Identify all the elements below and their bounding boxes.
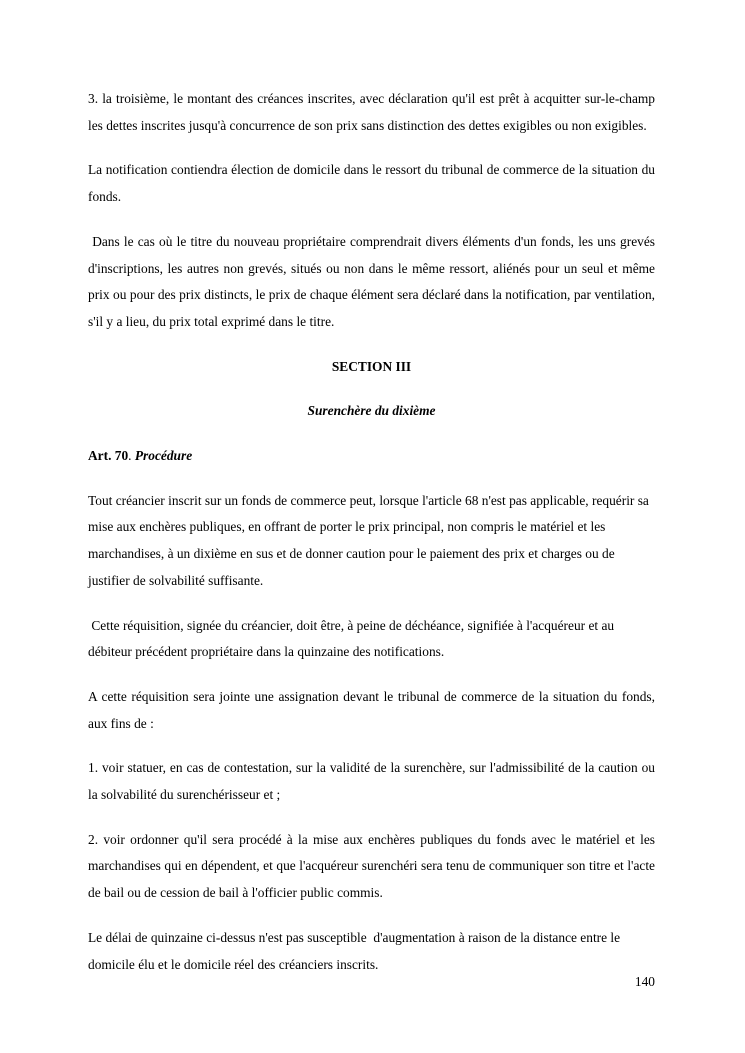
paragraph-election-domicile: La notification contiendra élection de domicile dans le ressort du tribunal de commerce de la situation du fonds.: [88, 162, 655, 205]
paragraph-voir-statuer: 1. voir statuer, en cas de contestation, sur la validité de la surenchère, sur l'admissibilité de la caution ou la solvabilité du surenchérisseur et ;: [88, 760, 655, 803]
paragraph-assignation: A cette réquisition sera jointe une assignation devant le tribunal de commerce de la situation du fonds, aux fins de :: [88, 688, 655, 731]
page-body: [88, 86, 659, 978]
section-title: SECTION III: [331, 358, 412, 374]
paragraph-elements-fonds: Dans le cas où le titre du nouveau propriétaire comprendrait divers éléments d'un fonds, les uns grevés d'inscriptions, les autres non grevés, situés ou non dans le même ressort, aliénés pour un seul et même prix ou pour des prix distincts, le prix de chaque élément sera déclaré dans la notification, par ventilation, s'il y a lieu, du prix total exprimé dans le titre.: [88, 233, 659, 329]
article-heading: [88, 443, 655, 470]
paragraph-surenchere-requete: Tout créancier inscrit sur un fonds de commerce peut, lorsque l'article 68 n'est pas applicable, requérir sa mise aux enchères publiques, en offrant de porter le prix principal, non compris le matériel et les marchandises, à un dixième en sus et de donner caution pour le paiement des prix et charges ou de justifier de solvabilité suffisante.: [88, 492, 649, 588]
article-title: Procédure: [134, 448, 193, 464]
article-number: Art. 70: [88, 448, 129, 464]
paragraph-voir-ordonner: 2. voir ordonner qu'il sera procédé à la mise aux enchères publiques du fonds avec le matériel et les marchandises qui en dépendent, et que l'acquéreur surenchéri sera tenu de communiquer son titre et l'acte de bail ou de cession de bail à l'officier public commis.: [88, 831, 655, 901]
paragraph-requisition-signee: Cette réquisition, signée du créancier, doit être, à peine de déchéance, signifiée à l'acquéreur et au débiteur précédent propriétaire dans la quinzaine des notifications.: [88, 617, 618, 660]
section-subtitle: Surenchère du dixième: [307, 403, 436, 419]
page-number: 140: [634, 974, 655, 989]
paragraph-creances-inscrites: 3. la troisième, le montant des créances inscrites, avec déclaration qu'il est prêt à acquitter sur-le-champ les dettes inscrites jusqu'à concurrence de son prix sans distinction des dettes exigibles ou non exigibles.: [88, 91, 655, 133]
article-separator: .: [128, 448, 135, 464]
paragraph-delai-quinzaine: Le délai de quinzaine ci-dessus n'est pas susceptible d'augmentation à raison de la distance entre le domicile élu et le domicile réel des créanciers inscrits.: [88, 929, 624, 972]
